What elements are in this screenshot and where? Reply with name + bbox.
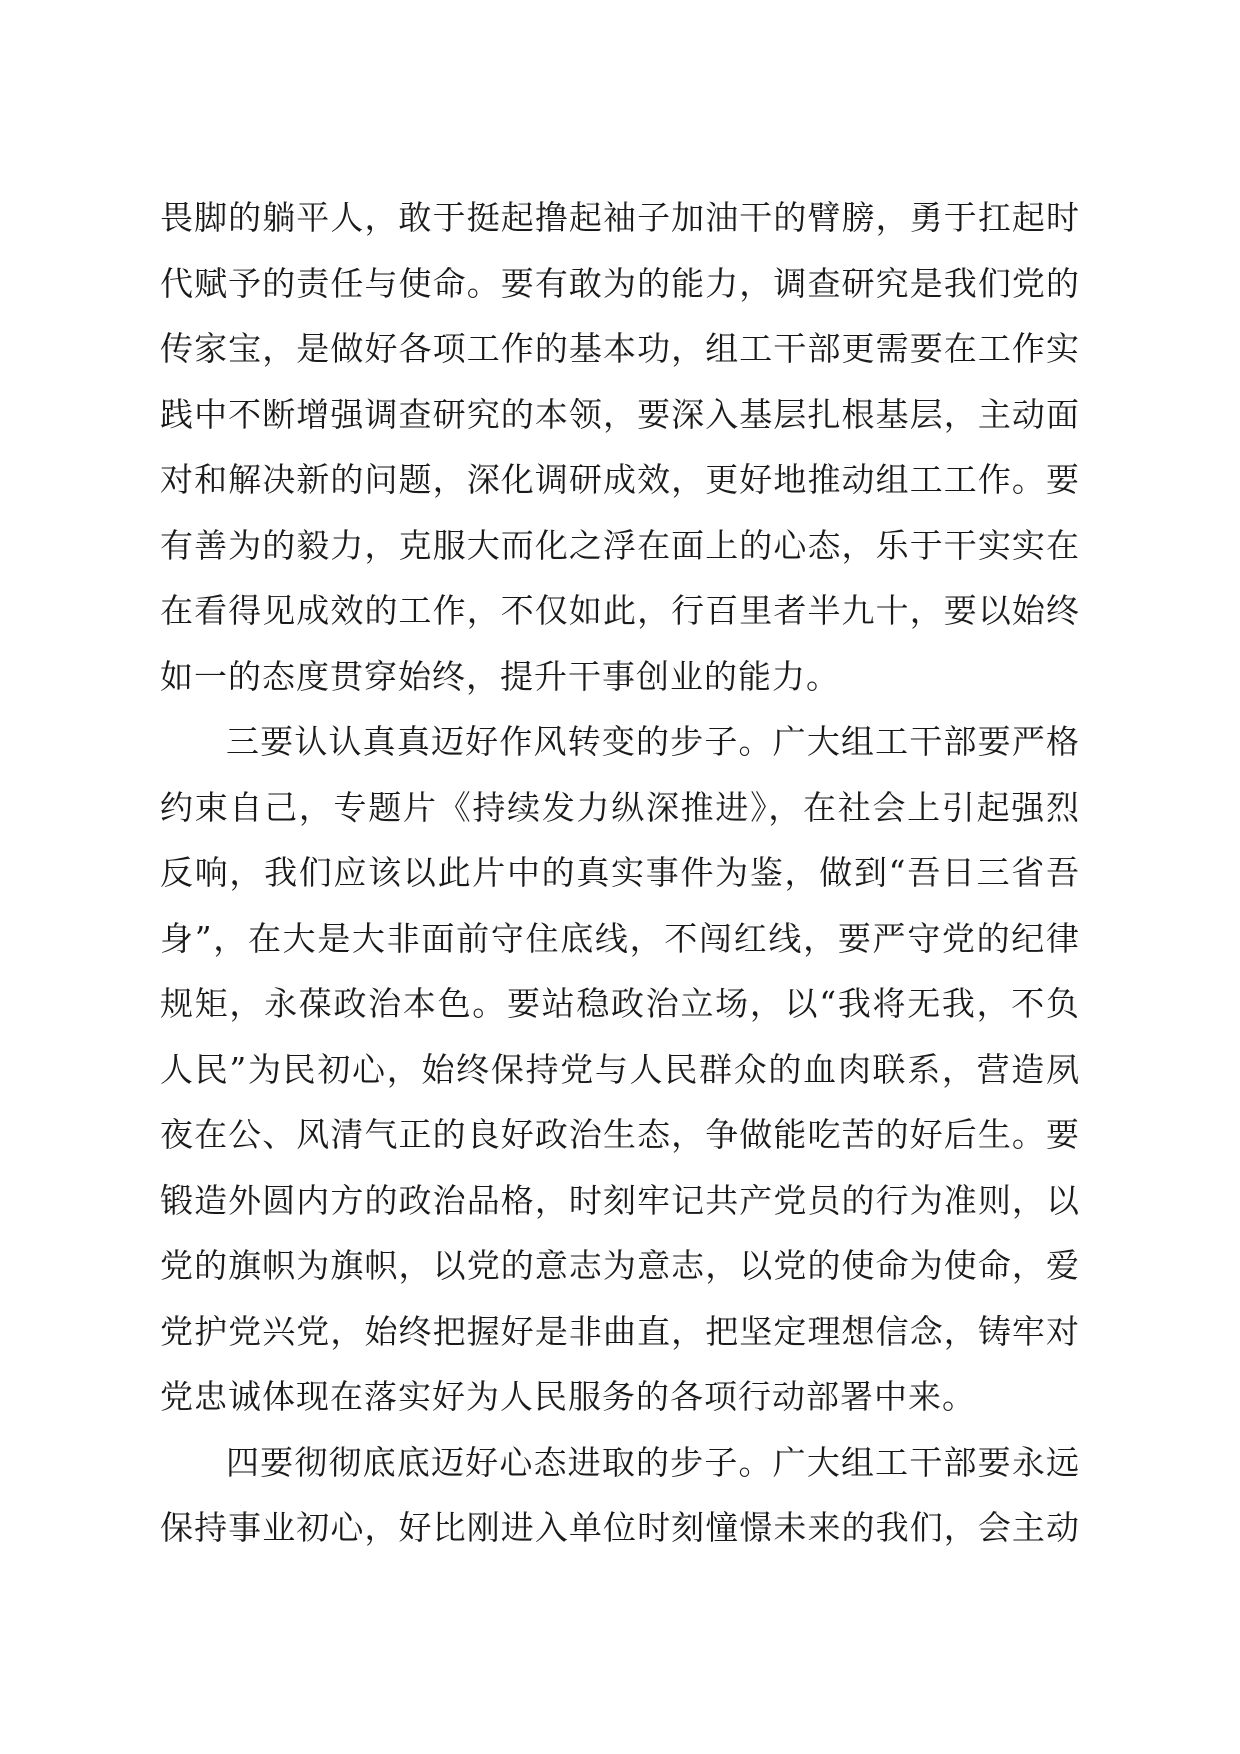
text-line: 传家宝，是做好各项工作的基本功，组工干部更需要在工作实 — [160, 329, 1080, 368]
document-page — [160, 185, 1080, 1561]
text-line: 人民”为民初心，始终保持党与人民群众的血肉联系，营造夙 — [160, 1049, 1080, 1089]
paragraph-start-line: 三要认认真真迈好作风转变的步子。广大组工干部要严格 — [226, 722, 1080, 761]
text-line: 有善为的毅力，克服大而化之浮在面上的心态，乐于干实实在 — [160, 525, 1080, 565]
text-line: 党护党兴党，始终把握好是非曲直，把坚定理想信念，铸牢对 — [160, 1311, 1080, 1351]
text-line: 如一的态度贯穿始终，提升干事创业的能力。 — [160, 656, 840, 696]
text-line: 践中不断增强调查研究的本领，要深入基层扎根基层，主动面 — [160, 394, 1080, 434]
text-line: 身”，在大是大非面前守住底线，不闯红线，要严守党的纪律 — [160, 918, 1080, 958]
text-line: 反响，我们应该以此片中的真实事件为鉴，做到“吾日三省吾 — [160, 853, 1080, 892]
text-line: 夜在公、风清气正的良好政治生态，争做能吃苦的好后生。要 — [160, 1115, 1080, 1154]
text-line: 规矩，永葆政治本色。要站稳政治立场，以“我将无我，不负 — [160, 984, 1080, 1023]
text-line: 党的旗帜为旗帜，以党的意志为意志，以党的使命为使命，爱 — [160, 1246, 1080, 1285]
text-line: 约束自己，专题片《持续发力纵深推进》，在社会上引起强烈 — [160, 787, 1080, 827]
paragraph-start-line: 四要彻彻底底迈好心态进取的步子。广大组工干部要永远 — [226, 1442, 1080, 1482]
text-line: 党忠诚体现在落实好为人民服务的各项行动部署中来。 — [160, 1377, 976, 1416]
text-line: 畏脚的躺平人，敢于挺起撸起袖子加油干的臂膀，勇于扛起时 — [160, 198, 1080, 237]
text-line: 锻造外圆内方的政治品格，时刻牢记共产党员的行为准则，以 — [160, 1180, 1080, 1220]
text-line: 代赋予的责任与使命。要有敢为的能力，调查研究是我们党的 — [160, 263, 1080, 303]
text-line: 在看得见成效的工作，不仅如此，行百里者半九十，要以始终 — [160, 591, 1080, 630]
text-line: 对和解决新的问题，深化调研成效，更好地推动组工工作。要 — [160, 460, 1080, 499]
text-line: 保持事业初心，好比刚进入单位时刻憧憬未来的我们，会主动 — [160, 1508, 1080, 1547]
